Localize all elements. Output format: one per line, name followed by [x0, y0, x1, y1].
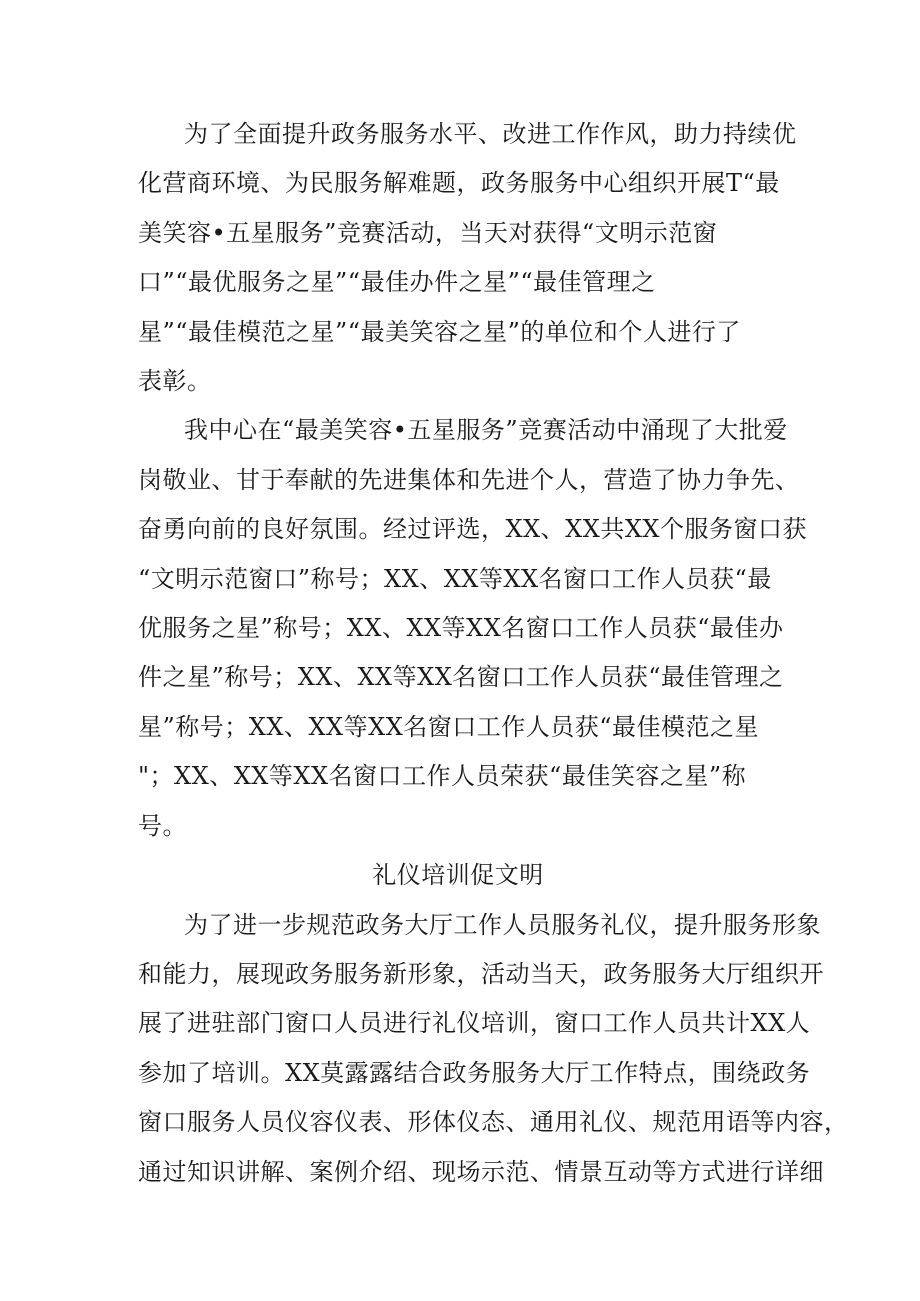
text-line: 展了进驻部门窗口人员进行礼仪培训，窗口工作人员共计XX人 [138, 1009, 811, 1038]
paragraph-award-results [138, 406, 808, 851]
text-line: 优服务之星”称号；XX、XX等XX名窗口工作人员获“最佳办 [138, 614, 784, 643]
text-line: 表彰。 [138, 367, 212, 396]
text-line: “文明示范窗口”称号；XX、XX等XX名窗口工作人员获“最 [138, 564, 772, 593]
text-line: 件之星”称号；XX、XX等XX名窗口工作人员获“最佳管理之 [138, 663, 784, 692]
text-line: 星”称号；XX、XX等XX名窗口工作人员获“最佳模范之星 [138, 712, 760, 741]
text-line: 美笑容•五星服务”竞赛活动，当天对获得“文明示范窗 [138, 218, 718, 247]
text-line: 和能力，展现政务服务新形象，活动当天，政务服务大厅组织开 [138, 959, 824, 988]
text-line: "；XX、XX等XX名窗口工作人员荣获“最佳笑容之星”称 [138, 762, 747, 791]
text-line: 窗口服务人员仪容仪表、形体仪态、通用礼仪、规范用语等内容， [138, 1108, 849, 1137]
text-line: 号。 [138, 811, 187, 840]
document-body [138, 110, 849, 1197]
text-line: 通过知识讲解、案例介绍、现场示范、情景互动等方式进行详细 [138, 1157, 824, 1186]
text-line: 我中心在“最美笑容•五星服务”竞赛活动中涌现了大批爱 [184, 416, 788, 445]
section-heading: 礼仪培训促文明 [372, 861, 544, 890]
text-line: 奋勇向前的良好氛围。经过评选，XX、XX共XX个服务窗口获 [138, 515, 808, 544]
text-line: 星”“最佳模范之星”“最美笑容之星”的单位和个人进行了 [138, 317, 741, 346]
paragraph-etiquette-training [138, 901, 849, 1197]
text-line: 参加了培训。XX莫露露结合政务服务大厅工作特点，围绕政务 [138, 1058, 811, 1087]
text-line: 为了进一步规范政务大厅工作人员服务礼仪，提升服务形象 [184, 910, 821, 939]
text-line: 为了全面提升政务服务水平、改进工作作风，助力持续优 [184, 120, 797, 148]
text-line: 口”“最优服务之星”“最佳办件之星”“最佳管理之 [138, 268, 656, 297]
text-line: 岗敬业、甘于奉献的先进集体和先进个人，营造了协力争先、 [138, 465, 800, 494]
paragraph-award-intro [138, 110, 797, 406]
text-line: 化营商环境、为民服务解难题，政务服务中心组织开展T“最 [138, 169, 780, 198]
